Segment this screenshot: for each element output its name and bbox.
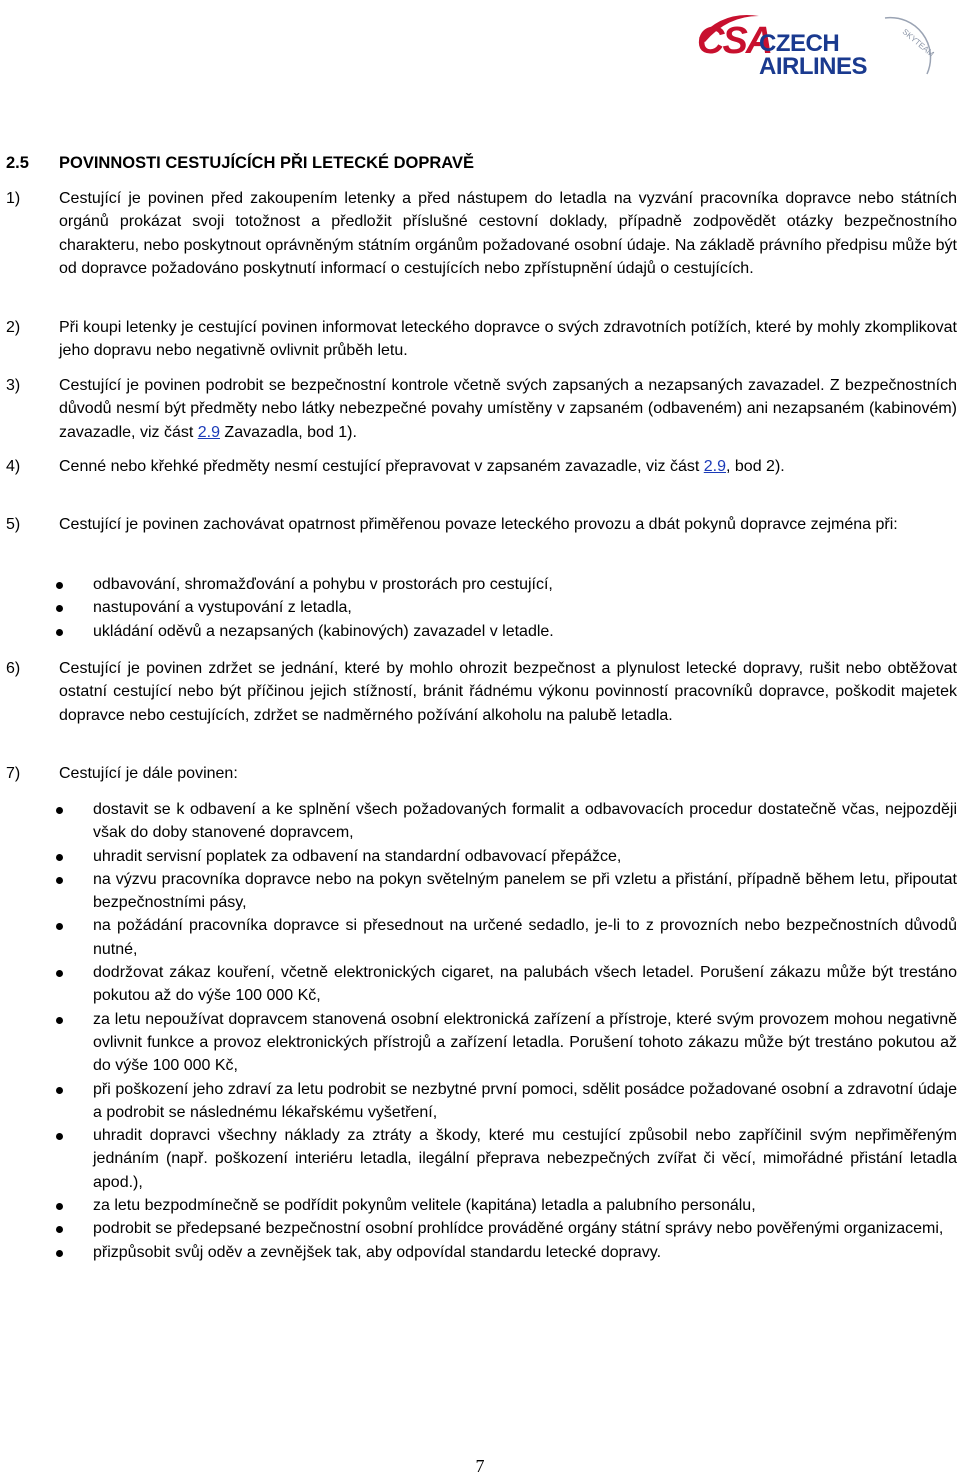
logo-czech: CZECH: [759, 30, 840, 57]
list-item-4: [0, 455, 960, 478]
bullet-item: dostavit se k odbavení a ke splnění všech požadovaných formalit a odbavovacích procedur dostatečně včas, nejpozději však do doby stanovené dopravcem,: [0, 798, 957, 845]
item-text: Cestující je povinen zachovávat opatrnost přiměřenou povaze leteckého provozu a dbát pokynů dopravce zejména při:: [59, 516, 898, 533]
section-link[interactable]: 2.9: [703, 458, 727, 475]
bullet-icon: [56, 1017, 63, 1024]
bullet-item: na výzvu pracovníka dopravce nebo na pokyn světelným panelem se při vzletu a přistání, případně během letu, připoutat bezpečnostními pásy,: [0, 868, 957, 915]
bullet-icon: [56, 629, 63, 636]
item-text: Cestující je povinen podrobit se bezpečnostní kontrole včetně svých zapsaných a nezapsaných zavazadel. Z bezpečnostních důvodů nesmí být předměty nebo látky nebezpečné povahy umístěny v zapsaném (odbaveném) ani nezapsaném (kabinovém) zavazadle, viz část 2.9 Zavazadla, bod 1).: [59, 377, 957, 441]
list-item-6: [0, 657, 960, 727]
list-item-2: [0, 316, 960, 363]
bullet-item: dodržovat zákaz kouření, včetně elektronických cigaret, na palubách všech letadel. Porušení zákazu může být trestáno pokutou až do výše 100 000 Kč,: [0, 961, 957, 1008]
bullet-item: na požádání pracovníka dopravce si přesednout na určené sedadlo, je-li to z provozních nebo bezpečnostních důvodů nutné,: [0, 914, 957, 961]
section-number: 2.5: [6, 154, 29, 172]
bullet-item: uhradit dopravci všechny náklady za ztráty a škody, které mu cestující způsobil nebo zapříčinil svým nepřiměřeným jednáním (např. poškození interiéru letadla, ilegální přeprava nebezpečných zvířat či věcí, mimořádné přistání letadla apod.),: [0, 1124, 957, 1194]
item-number: 7): [6, 765, 21, 782]
bullet-item: odbavování, shromažďování a pohybu v prostorách pro cestující,: [0, 573, 957, 596]
bullet-icon: [56, 1133, 63, 1140]
item-number: 6): [6, 660, 21, 677]
logo-skyteam: SKYTEAM: [900, 27, 936, 59]
item-text: Při koupi letenky je cestující povinen informovat leteckého dopravce o svých zdravotních potížích, které by mohly zkomplikovat jeho dopravu nebo negativně ovlivnit průběh letu.: [59, 319, 957, 360]
bullet-icon: [56, 1087, 63, 1094]
item-number: 2): [6, 319, 21, 336]
bullet-icon: [56, 582, 63, 589]
section-heading: [0, 152, 960, 176]
bullet-icon: [56, 1226, 63, 1233]
list-item-1: [0, 187, 960, 280]
skyteam-icon: [877, 12, 939, 82]
item-number: 4): [6, 458, 21, 475]
bullet-item: za letu bezpodmínečně se podřídit pokynům velitele (kapitána) letadla a palubního personálu,: [0, 1194, 957, 1217]
list-item-3: [0, 374, 960, 444]
item-text: Cestující je dále povinen:: [59, 765, 238, 782]
bullet-item: uhradit servisní poplatek za odbavení na standardní odbavovací přepážce,: [0, 845, 957, 868]
item-text: Cenné nebo křehké předměty nesmí cestující přepravovat v zapsaném zavazadle, viz část 2.9, bod 2).: [59, 458, 785, 475]
bullet-item: přizpůsobit svůj oděv a zevnějšek tak, aby odpovídal standardu letecké dopravy.: [0, 1241, 957, 1264]
item-text: Cestující je povinen zdržet se jednání, které by mohlo ohrozit bezpečnost a plynulost letecké dopravy, rušit nebo obtěžovat ostatní cestující nebo být příčinou jejich stížností, bránit řádnému výkonu povinností pracovníků dopravce, poškodit majetek dopravce nebo cestujících, zdržet se nadměrného požívání alkoholu na palubě letadla.: [59, 660, 957, 724]
item-text: Cestující je povinen před zakoupením letenky a před nástupem do letadla na vyzvání pracovníka dopravce nebo státních orgánů prokázat svoji totožnost a předložit příslušné cestovní doklady, případně zodpovědět otázky bezpečnostního charakteru, nebo poskytnout oprávněným státním orgánům požadované osobní údaje. Na základě právního předpisu může být od dopravce požadováno poskytnutí informací o cestujících nebo zpřístupnění údajů o cestujících.: [59, 190, 957, 277]
bullet-icon: [56, 605, 63, 612]
bullet-item: při poškození jeho zdraví za letu podrobit se nezbytné první pomoci, sdělit posádce požadované osobní a zdravotní údaje a podrobit se následnému lékařskému vyšetření,: [0, 1078, 957, 1125]
logo-airlines: AIRLINES: [759, 53, 868, 80]
bullet-icon: [56, 1203, 63, 1210]
bullet-icon: [56, 970, 63, 977]
section-title: POVINNOSTI CESTUJÍCÍCH PŘI LETECKÉ DOPRAVĚ: [59, 154, 474, 172]
bullet-list-5: [0, 573, 960, 643]
bullet-icon: [56, 807, 63, 814]
bullet-icon: [56, 1250, 63, 1257]
logo-csa: CSA: [697, 20, 772, 62]
page-number: 7: [475, 1456, 485, 1476]
item-number: 5): [6, 516, 21, 533]
bullet-icon: [56, 877, 63, 884]
bullet-item: nastupování a vystupování z letadla,: [0, 596, 957, 619]
item-number: 3): [6, 377, 21, 394]
list-item-5: [0, 513, 960, 536]
bullet-item: podrobit se předepsané bezpečnostní osobní prohlídce prováděné orgány státní správy nebo pověřenými organizacemi,: [0, 1217, 957, 1240]
bullet-item: ukládání oděvů a nezapsaných (kabinových) zavazadel v letadle.: [0, 620, 957, 643]
bullet-icon: [56, 923, 63, 930]
bullet-item: za letu nepoužívat dopravcem stanovená osobní elektronická zařízení a přístroje, které svým provozem mohou negativně ovlivnit funkce a provoz elektronických přístrojů a zařízení letadla. Porušení tohoto zákazu může být trestáno pokutou až do výše 100 000 Kč,: [0, 1008, 957, 1078]
item-number: 1): [6, 190, 21, 207]
list-item-7: [0, 762, 960, 785]
bullet-icon: [56, 854, 63, 861]
bullet-list-7: [0, 798, 960, 1264]
czech-airlines-logo: [693, 8, 943, 86]
section-link[interactable]: 2.9: [197, 423, 220, 441]
